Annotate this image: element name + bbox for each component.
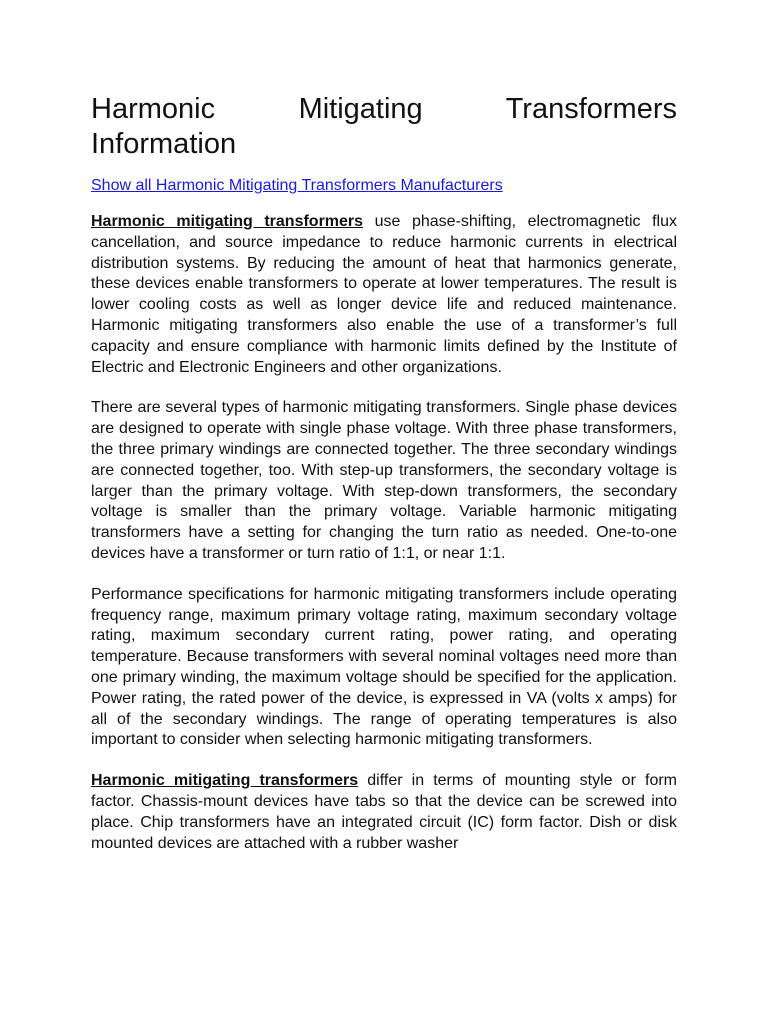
manufacturers-link-container: [91, 176, 677, 196]
title-line-2: Information: [91, 128, 237, 160]
paragraph-intro-text: use phase-shifting, electromagnetic flux cancellation, and source impedance to reduce harmonic currents in electrical distribution systems. By reducing the amount of heat that harmonics generate, these devices enable transformers to operate at lower temperatures. The result is lower cooling costs as well as longer device life and reduced maintenance. Harmonic mitigating transformers also enable the use of a transformer’s full capacity and ensure compliance with harmonic limits defined by the Institute of Electric and Electronic Engineers and other organizations.: [91, 213, 678, 376]
term-link-1[interactable]: Harmonic mitigating transformers: [91, 213, 364, 230]
paragraph-types: There are several types of harmonic mitigating transformers. Single phase devices are designed to operate with single phase voltage. With three phase transformers, the three primary windings are connected together. The three secondary windings are connected together, too. With step-up transformers, the secondary voltage is larger than the primary voltage. With step-down transformers, the secondary voltage is smaller than the primary voltage. Variable harmonic mitigating transformers have a setting for changing the turn ratio as needed. One-to-one devices have a transformer or turn ratio of 1:1, or near 1:1.: [91, 399, 677, 562]
page-title: [91, 92, 677, 162]
paragraph-specifications: Performance specifications for harmonic mitigating transformers include operating frequency range, maximum primary voltage rating, maximum secondary voltage rating, maximum secondary current rating, power rating, and operating temperature. Because transformers with several nominal voltages need more than one primary winding, the maximum voltage should be specified for the application. Power rating, the rated power of the device, is expressed in VA (volts x amps) for all of the secondary windings. The range of operating temperatures is also important to consider when selecting harmonic mitigating transformers.: [91, 585, 677, 749]
title-line-1: Harmonic Mitigating Transformers: [91, 93, 677, 125]
manufacturers-link[interactable]: Show all Harmonic Mitigating Transformers Manufacturers: [91, 177, 503, 194]
paragraph-mounting-text: differ in terms of mounting style or form factor. Chassis-mount devices have tabs so that the device can be screwed into place. Chip transformers have an integrated circuit (IC) form factor. Dish or disk mounted devices are attached with a rubber washer: [91, 772, 678, 852]
paragraph-intro: [91, 212, 677, 378]
term-link-2[interactable]: Harmonic mitigating transformers: [91, 772, 359, 790]
paragraph-mounting: [91, 771, 677, 854]
